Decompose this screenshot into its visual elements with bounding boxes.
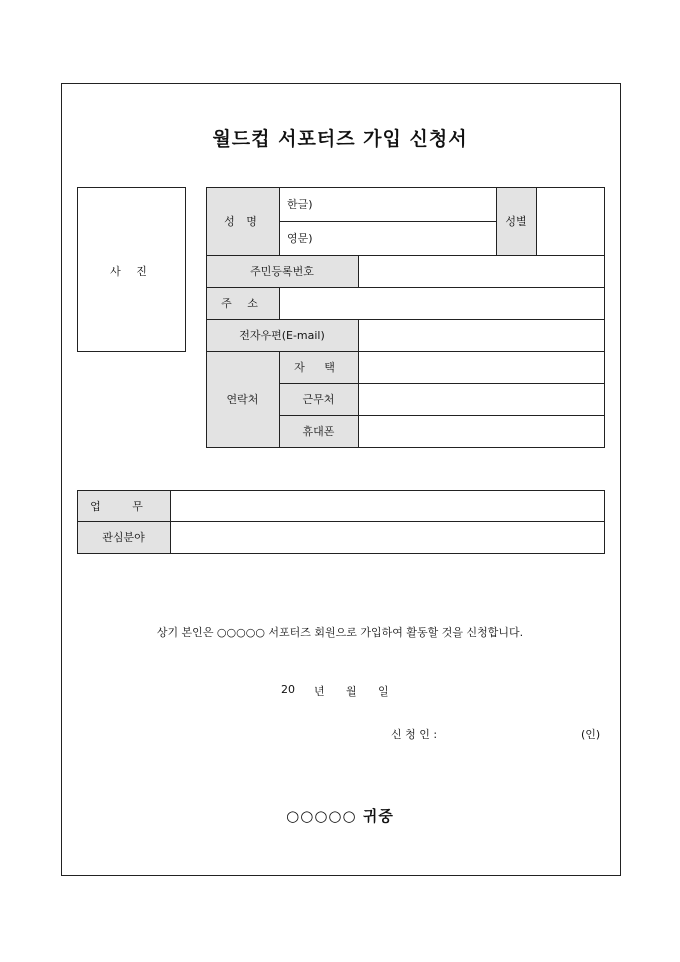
interest-header (77, 521, 170, 553)
table-line (279, 221, 496, 222)
contact-home-label: 자 택 (294, 361, 343, 374)
table-line (206, 319, 605, 320)
contact-home-field[interactable] (358, 351, 604, 383)
table-line (279, 383, 605, 384)
closing-text: ○○○○○ 귀중 (286, 807, 394, 825)
interest-label: 관심분야 (102, 531, 145, 544)
table-line (279, 187, 280, 255)
table-line (279, 415, 605, 416)
table-line (358, 319, 359, 447)
address-field[interactable] (279, 287, 604, 319)
name-english-label: 영문) (287, 232, 313, 245)
name-label: 성 명 (224, 215, 261, 228)
table-border-bottom (206, 447, 605, 448)
date-month-label: 월 (346, 685, 357, 698)
email-header (206, 319, 358, 351)
photo-label: 사 진 (110, 265, 153, 278)
table-line (496, 187, 497, 255)
contact-label: 연락처 (226, 393, 259, 406)
interest-field[interactable] (170, 521, 604, 553)
job-label: 업 무 (90, 499, 157, 513)
gender-label: 성별 (505, 215, 527, 228)
table-border-top (206, 187, 605, 188)
address-header (206, 287, 279, 319)
job-header (77, 490, 170, 521)
contact-work-header (279, 383, 358, 415)
table-border-left (206, 187, 207, 448)
table-line (206, 287, 605, 288)
resident-number-header (206, 255, 358, 287)
name-english-cell[interactable] (279, 221, 496, 255)
job-field[interactable] (170, 490, 604, 521)
table-line (77, 521, 605, 522)
table-line (279, 287, 280, 319)
resident-number-field[interactable] (358, 255, 604, 287)
gender-field[interactable] (536, 187, 604, 255)
address-label: 주 소 (221, 297, 264, 310)
email-label: 전자우편(E-mail) (239, 329, 325, 342)
table-line (206, 255, 605, 256)
table-border-right (604, 187, 605, 448)
contact-header (206, 351, 279, 447)
name-header (206, 187, 279, 255)
email-field[interactable] (358, 319, 604, 351)
date-year-label: 년 (314, 685, 325, 698)
applicant-label: 신 청 인 : (391, 728, 438, 741)
statement-text: 상기 본인은 ○○○○○ 서포터즈 회원으로 가입하여 활동할 것을 신청합니다. (156, 626, 524, 639)
name-korean-label: 한글) (287, 198, 313, 211)
resident-number-label: 주민등록번호 (250, 265, 314, 278)
table-line (279, 351, 280, 447)
table-line (77, 553, 605, 554)
table-line (206, 351, 605, 352)
gender-header (496, 187, 536, 255)
contact-home-header (279, 351, 358, 383)
table-line (170, 490, 171, 554)
contact-mobile-label: 휴대폰 (302, 425, 335, 438)
table-line (604, 490, 605, 554)
table-line (77, 490, 605, 491)
contact-work-field[interactable] (358, 383, 604, 415)
contact-work-label: 근무처 (302, 393, 335, 406)
date-prefix: 20 (281, 683, 295, 696)
date-day-label: 일 (378, 685, 389, 698)
table-line (77, 490, 78, 554)
table-line (536, 187, 537, 255)
contact-mobile-header (279, 415, 358, 447)
applicant-seal: (인) (581, 728, 601, 741)
table-line (358, 255, 359, 287)
photo-box (77, 187, 186, 352)
name-korean-cell[interactable] (279, 187, 496, 221)
form-title: 월드컵 서포터즈 가입 신청서 (212, 128, 468, 150)
contact-mobile-field[interactable] (358, 415, 604, 447)
